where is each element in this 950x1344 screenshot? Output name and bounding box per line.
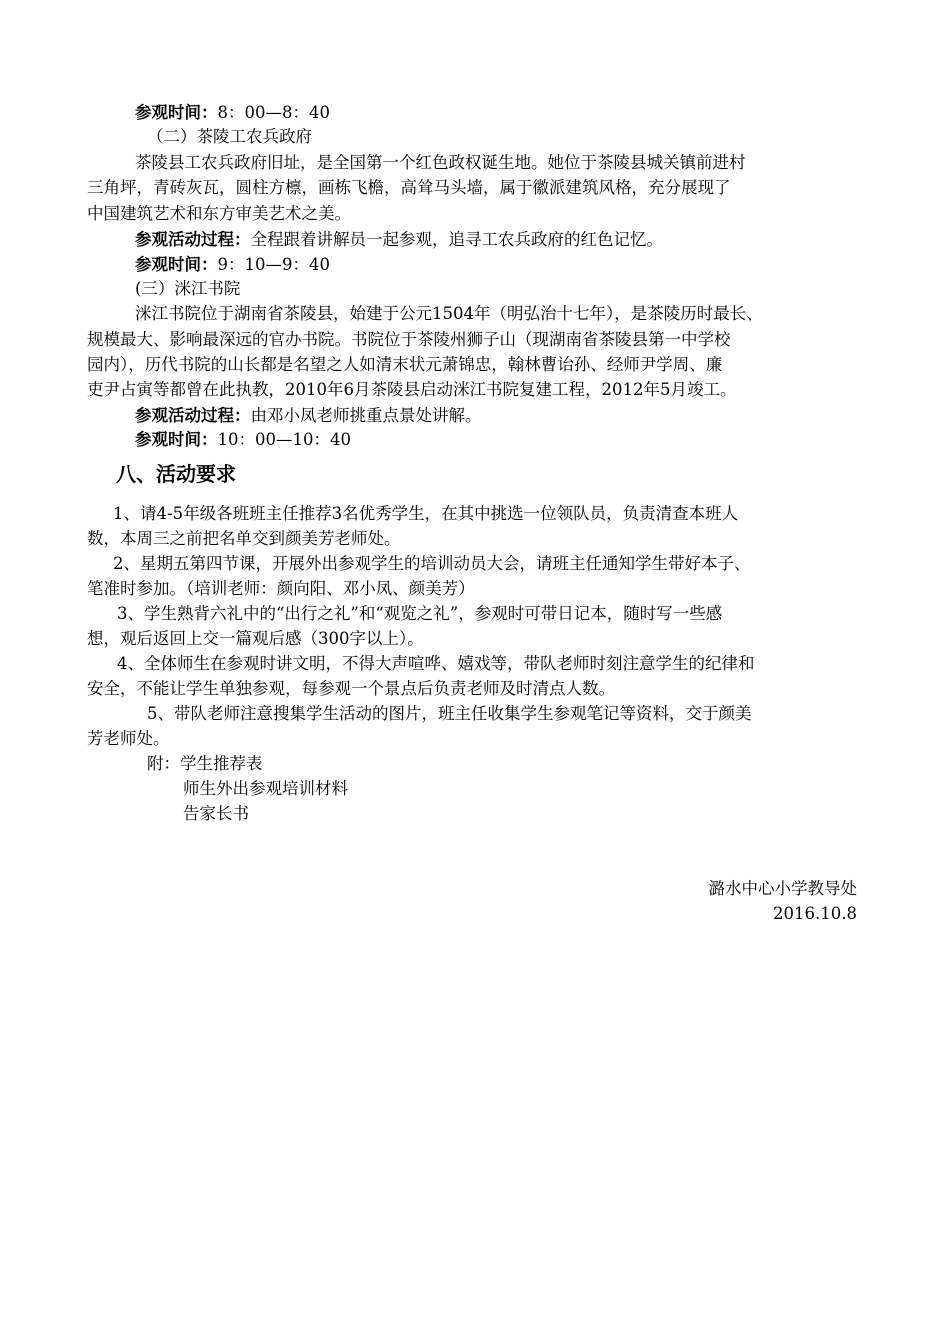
section-title-2: （二）茶陵工农兵政府 (147, 127, 312, 146)
visit-time-1: 参观时间：8：00—8：40 (135, 103, 330, 122)
paragraph-line: 规模最大、影响最深远的官办书院。书院位于茶陵州狮子山（现湖南省茶陵县第一中学校 (87, 330, 731, 349)
paragraph-line: 洣江书院位于湖南省茶陵县，始建于公元1504年（明弘治十七年），是茶陵历时最长、 (135, 304, 763, 323)
requirement-item: 2、星期五第四节课，开展外出参观学生的培训动员大会，请班主任通知学生带好本子、 (113, 554, 751, 573)
visit-process-3: 参观活动过程：由邓小凤老师挑重点景处讲解。 (135, 406, 482, 425)
paragraph-line: 园内），历代书院的山长都是名望之人如清末状元萧锦忠，翰林曹诒孙、经师尹学周、廉 (87, 355, 723, 374)
requirement-item: 5、带队老师注意搜集学生活动的图片，班主任收集学生参观笔记等资料，交于颜美 (147, 704, 752, 723)
requirement-item: 芳老师处。 (87, 729, 170, 748)
paragraph-line: 茶陵县工农兵政府旧址，是全国第一个红色政权诞生地。她位于茶陵县城关镇前进村 (135, 153, 746, 172)
paragraph-line: 吏尹占寅等都曾在此执教，2010年6月茶陵县启动洣江书院复建工程，2012年5月竣工。 (87, 380, 737, 399)
section-heading-8: 八、活动要求 (116, 462, 236, 486)
visit-time-3: 参观时间：10：00—10：40 (135, 430, 351, 449)
requirement-item: 3、学生熟背六礼中的“出行之礼”和“观览之礼”，参观时可带日记本，随时写一些感 (117, 604, 723, 623)
visit-time-2: 参观时间：9：10—9：40 (135, 255, 330, 274)
signature-org: 潞水中心小学教导处 (708, 879, 857, 898)
requirement-item: 笔准时参加。（培训老师：颜向阳、邓小凤、颜美芳） (87, 579, 475, 598)
signature-date: 2016.10.8 (773, 904, 857, 923)
requirement-item: 想，观后返回上交一篇观后感（300字以上）。 (87, 629, 424, 648)
requirement-item: 4、全体师生在参观时讲文明，不得大声喧哗、嬉戏等，带队老师时刻注意学生的纪律和 (117, 654, 755, 673)
requirement-item: 安全，不能让学生单独参观，每参观一个景点后负责老师及时清点人数。 (87, 679, 615, 698)
requirement-item: 1、请4-5年级各班班主任推荐3名优秀学生，在其中挑选一位领队员，负责清查本班人 (113, 504, 739, 523)
paragraph-line: 中国建筑艺术和东方审美艺术之美。 (87, 204, 351, 223)
paragraph-line: 三角坪，青砖灰瓦，圆柱方檩，画栋飞檐，高耸马头墙，属于徽派建筑风格，充分展现了 (87, 178, 731, 197)
attachment-item: 师生外出参观培训材料 (183, 779, 348, 798)
attachment-item: 告家长书 (183, 804, 249, 823)
attachment-first: 附：学生推荐表 (147, 754, 263, 773)
requirement-item: 数，本周三之前把名单交到颜美芳老师处。 (87, 529, 401, 548)
visit-process-2: 参观活动过程：全程跟着讲解员一起参观，追寻工农兵政府的红色记忆。 (135, 230, 663, 249)
section-title-3: (三）洣江书院 (135, 279, 241, 298)
